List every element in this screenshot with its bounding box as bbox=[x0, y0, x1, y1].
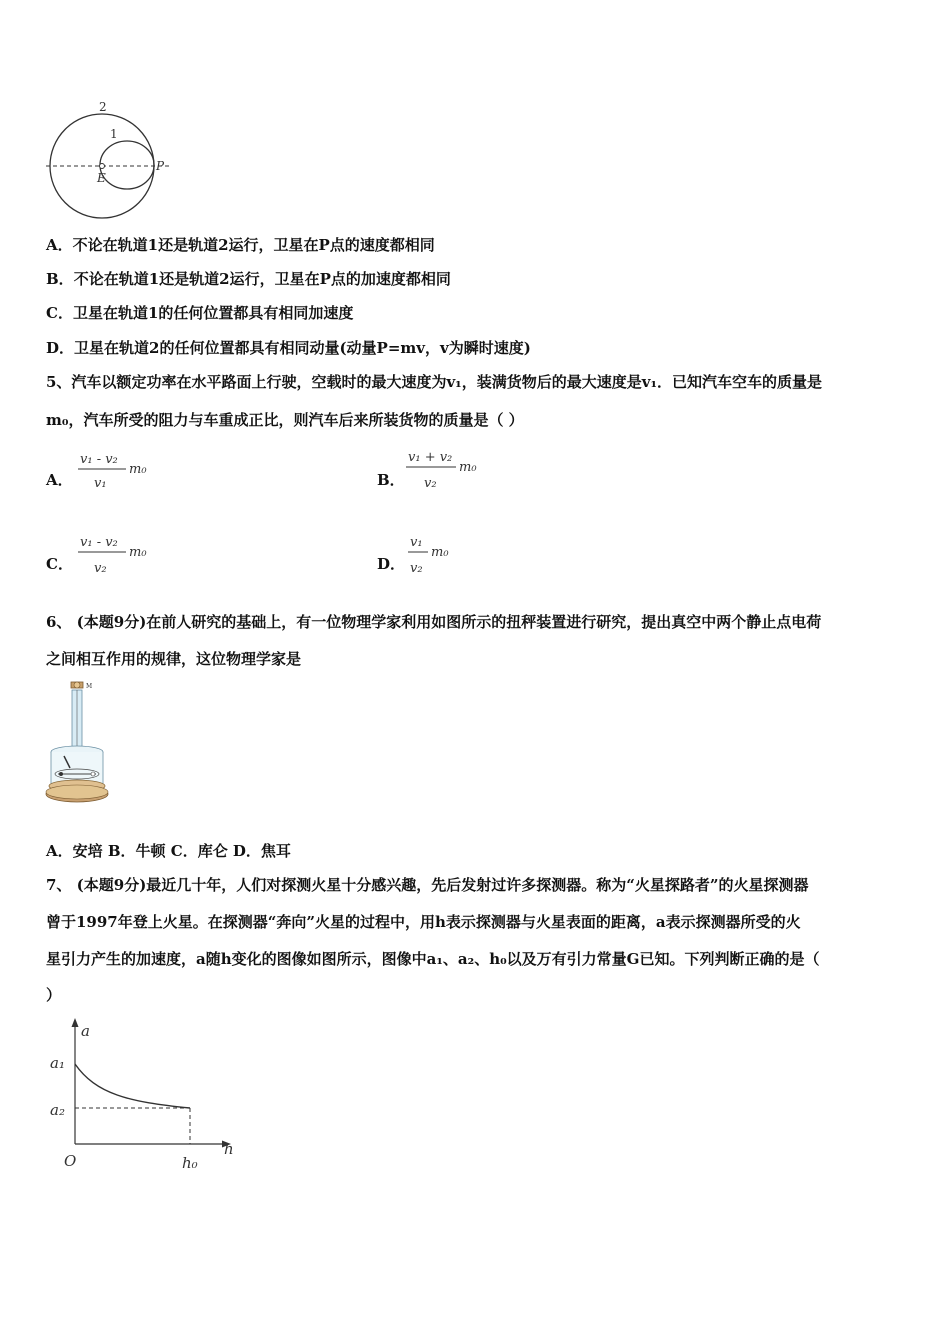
q5-a-denominator: v₁ bbox=[94, 476, 107, 491]
q5-stem-line2: m₀，汽车所受的阻力与车重成正比，则汽车后来所装货物的质量是（ ） bbox=[46, 411, 524, 429]
orbit-label-p: P bbox=[156, 159, 165, 173]
q5-d-numerator: v₁ bbox=[410, 535, 423, 550]
q4-option-a-label: A． bbox=[46, 236, 73, 254]
q5-option-a-formula bbox=[74, 444, 164, 496]
q5-option-b-formula bbox=[404, 442, 494, 496]
q5-c-numerator: v₁ - v₂ bbox=[80, 535, 118, 550]
q5-option-a-label: A． bbox=[46, 471, 73, 489]
q4-option-a-text: 不论在轨道1还是轨道2运行，卫星在P点的速度都相同 bbox=[72, 236, 435, 254]
origin-label: O bbox=[64, 1152, 77, 1170]
q4-option-d-label: D． bbox=[46, 339, 75, 357]
q4-option-d bbox=[46, 337, 531, 359]
orbit-1-ellipse bbox=[100, 141, 154, 189]
q4-option-c-label: C． bbox=[46, 304, 73, 322]
q5-stem-line1: 5、汽车以额定功率在水平路面上行驶，空载时的最大速度为v₁，装满货物后的最大速度是v₁．已知汽车空车的质量是 bbox=[46, 373, 823, 391]
q5-a-numerator: v₁ - v₂ bbox=[80, 452, 118, 467]
torsion-balance-figure bbox=[44, 678, 114, 812]
orbit-label-2: 2 bbox=[99, 100, 107, 114]
q4-option-c-text: 卫星在轨道1的任何位置都具有相同加速度 bbox=[72, 304, 354, 322]
q5-d-tail: m₀ bbox=[431, 545, 449, 560]
q7-stem-line2: 曾于1997年登上火星。在探测器“奔向”火星的过程中，用h表示探测器与火星表面的距离，a表示探测器所受的火 bbox=[46, 913, 801, 931]
q6-stem-line1: 6、 (本题9分)在前人研究的基础上，有一位物理学家利用如图所示的扭秤装置进行研究，提出真空中两个静止点电荷 bbox=[46, 613, 822, 631]
h0-label: h₀ bbox=[182, 1154, 198, 1172]
orbit-label-e: E bbox=[97, 171, 106, 185]
q6-stem-line2: 之间相互作用的规律，这位物理学家是 bbox=[46, 650, 302, 668]
acceleration-height-graph bbox=[48, 1016, 244, 1178]
a2-label: a₂ bbox=[50, 1101, 65, 1119]
x-axis-label: h bbox=[224, 1140, 234, 1158]
q5-b-numerator: v₁ + v₂ bbox=[408, 450, 453, 465]
a-vs-h-curve bbox=[75, 1064, 190, 1108]
q5-d-denominator: v₂ bbox=[410, 561, 423, 576]
y-axis-label: a bbox=[81, 1022, 90, 1040]
q5-option-d-formula bbox=[404, 527, 474, 581]
q5-option-c-formula bbox=[74, 527, 164, 581]
q5-option-b-label: B． bbox=[377, 471, 405, 489]
earth-center bbox=[100, 164, 105, 169]
svg-text:M: M bbox=[86, 683, 93, 690]
q7-stem-line3: 星引力产生的加速度，a随h变化的图像如图所示，图像中a₁、a₂、h₀以及万有引力常量G已知。下列判断正确的是（ bbox=[46, 950, 820, 968]
q4-option-b-text: 不论在轨道1还是轨道2运行，卫星在P点的加速度都相同 bbox=[73, 270, 451, 288]
q5-a-tail: m₀ bbox=[129, 462, 147, 477]
q7-stem-line1: 7、 (本题9分)最近几十年，人们对探测火星十分感兴趣，先后发射过许多探测器。称为“火星探路者”的火星探测器 bbox=[46, 876, 809, 894]
q5-b-tail: m₀ bbox=[459, 460, 477, 475]
q5-c-tail: m₀ bbox=[129, 545, 147, 560]
q4-option-b-label: B． bbox=[46, 270, 74, 288]
orbit-label-1: 1 bbox=[110, 127, 118, 141]
q6-options: A．安培 B．牛顿 C．库仑 D．焦耳 bbox=[46, 842, 291, 860]
q5-option-c-label: C． bbox=[46, 555, 73, 573]
q4-option-d-text: 卫星在轨道2的任何位置都具有相同动量(动量P=mv，v为瞬时速度) bbox=[74, 339, 531, 357]
q4-option-a bbox=[46, 234, 435, 256]
q5-c-denominator: v₂ bbox=[94, 561, 107, 576]
q4-option-b bbox=[46, 268, 451, 290]
a1-label: a₁ bbox=[50, 1054, 65, 1072]
q5-option-d-label: D． bbox=[377, 555, 406, 573]
y-axis-arrow bbox=[72, 1018, 79, 1027]
q5-b-denominator: v₂ bbox=[424, 476, 437, 491]
orbit-figure bbox=[44, 98, 174, 226]
q7-stem-line4: ） bbox=[46, 986, 62, 1004]
q4-option-c bbox=[46, 302, 353, 324]
